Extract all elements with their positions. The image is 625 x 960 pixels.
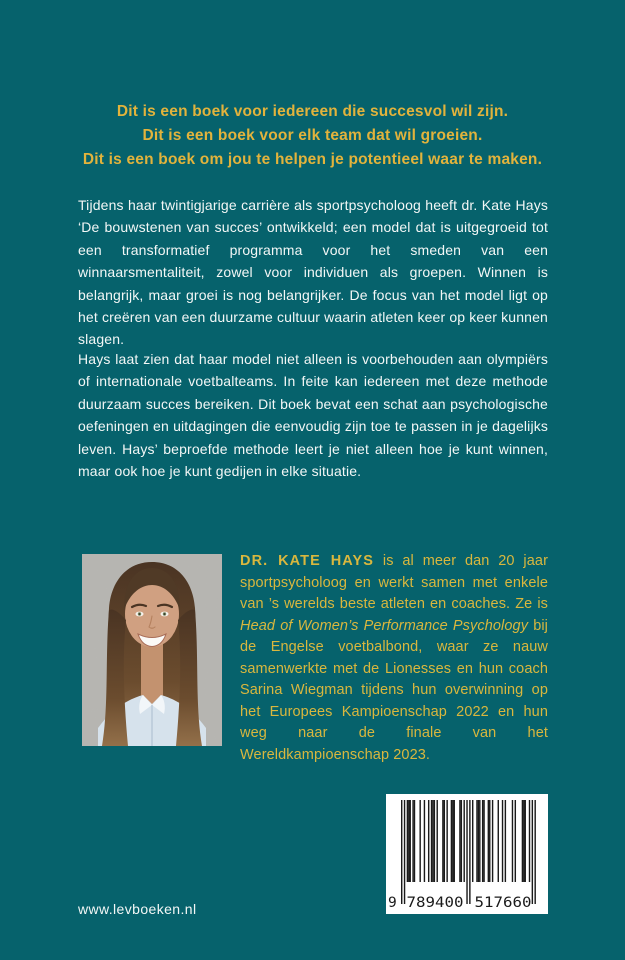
svg-text:9: 9 <box>388 895 397 911</box>
headline-line-3: Dit is een boek om jou te helpen je potentieel waar te maken. <box>82 151 543 168</box>
headline-line-2: Dit is een boek voor elk team dat wil groeien. <box>142 127 483 144</box>
headline-line-1: Dit is een boek voor iedereen die succesvol wil zijn. <box>116 103 509 120</box>
barcode <box>386 794 548 914</box>
headline-block <box>0 100 625 172</box>
author-bio-text-2: bij de Engelse voetbalbond, waar ze nauw samenwerkte met de Lionesses en hun coach Sarina Wiegman tijdens hun overwinning op het Europees Kampioenschap 2022 en hun weg naar de finale van het Wereldkampioenschap 2023. <box>240 617 548 763</box>
synopsis-paragraph-2: Hays laat zien dat haar model niet alleen is voorbehouden aan olympiërs of internationale voetbalteams. In feite kan iedereen met deze methode duurzaam succes bereiken. Dit boek bevat een schat aan psychologische oefeningen en uitdagingen die eenvoudig zijn toe te passen in je dagelijks leven. Hays’ beproefde methode leert je niet alleen hoe je kunt winnen, maar ook hoe je kunt gedijen in elke situatie. <box>78 351 548 480</box>
publisher-website: www.levboeken.nl <box>78 901 197 917</box>
author-photo <box>82 554 222 746</box>
svg-text:789400: 789400 <box>406 895 464 911</box>
svg-text:517660: 517660 <box>474 895 532 911</box>
author-bio-text-1: is al meer dan 20 jaar sportpsycholoog en werkt samen met enkele van ’s werelds beste atleten en coaches. Ze is <box>240 553 549 612</box>
synopsis-paragraph-1: Tijdens haar twintigjarige carrière als sportpsycholoog heeft dr. Kate Hays ‘De bouwstenen van succes’ ontwikkeld; een model dat is uitgegroeid tot een transformatief programma voor het smeden van een winnaarsmentaliteit, zowel voor individuen als groepen. Winnen is belangrijk, maar groei is nog belangrijker. De focus van het model ligt op het creëren van een duurzame cultuur waarin atleten keer op keer kunnen slagen. <box>78 197 548 348</box>
ean13-barcode <box>386 794 548 914</box>
author-bio <box>240 551 548 766</box>
author-portrait-illustration <box>82 554 222 746</box>
author-role-italic: Head of Women’s Performance Psychology <box>240 617 529 634</box>
author-name: DR. KATE HAYS <box>240 553 375 569</box>
